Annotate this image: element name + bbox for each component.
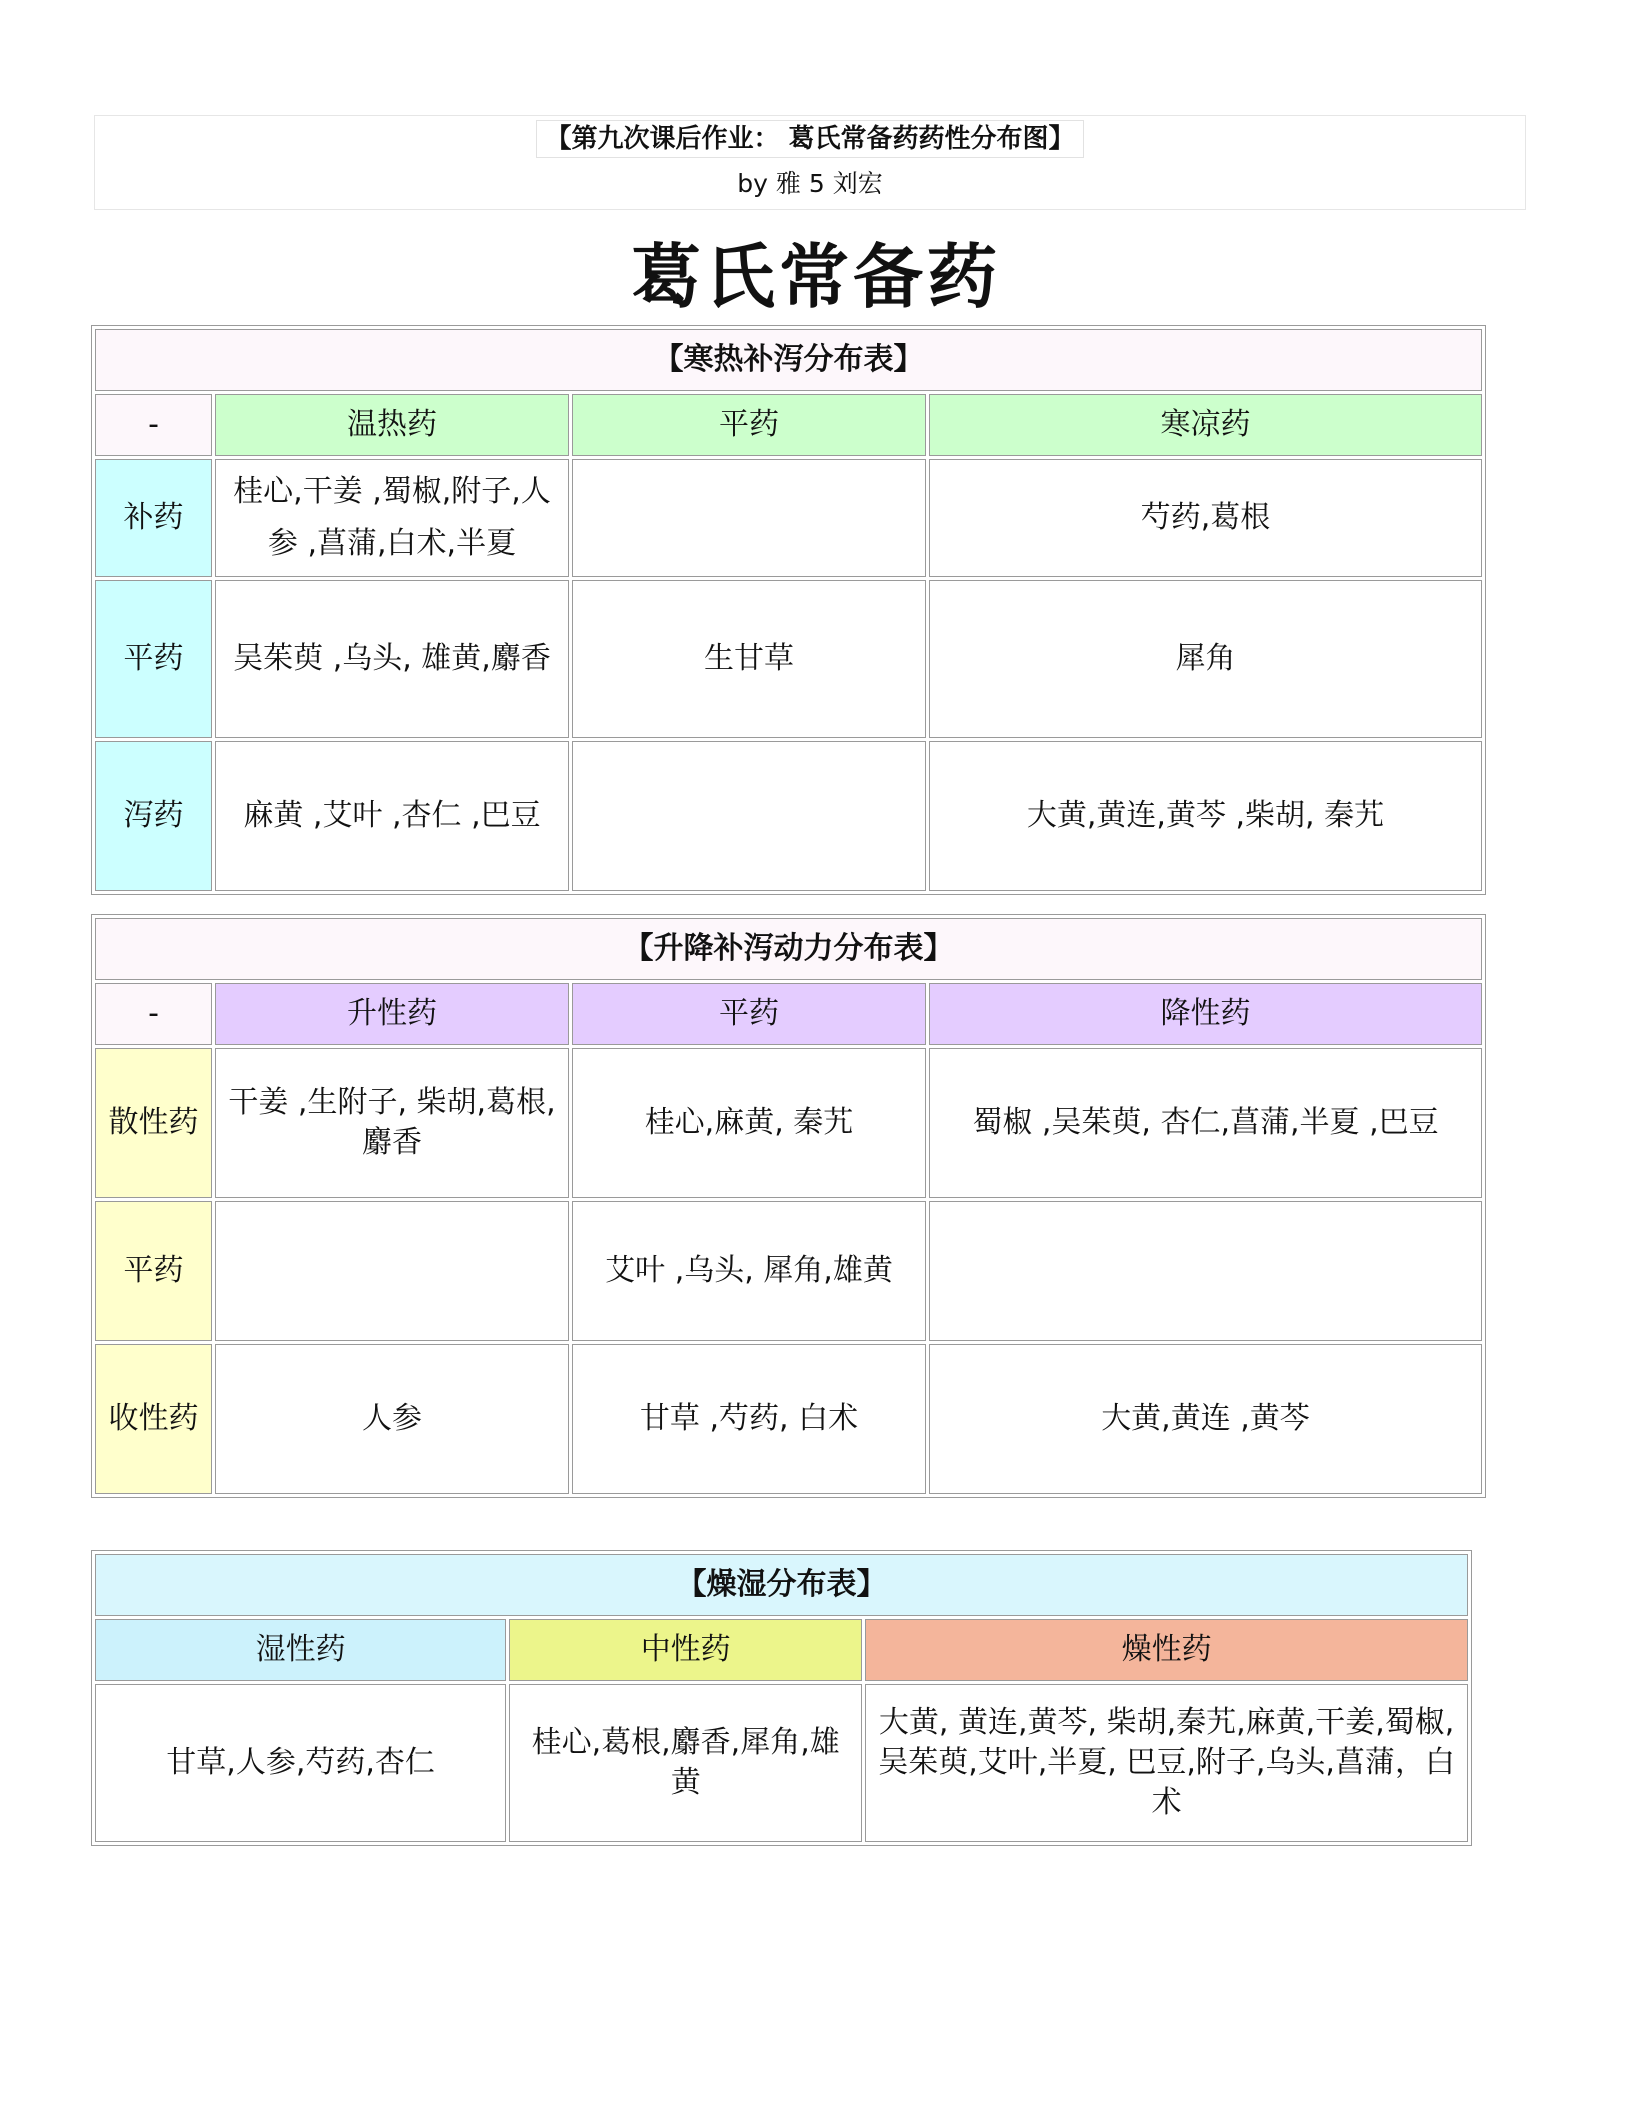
column-header-damp: 湿性药 — [95, 1619, 506, 1681]
row-label-tonify: 补药 — [95, 459, 212, 577]
assignment-title: 【第九次课后作业： 葛氏常备药药性分布图】 — [536, 120, 1083, 158]
table-cell: 蜀椒 ,吴茱萸, 杏仁,菖蒲,半夏 ,巴豆 — [929, 1048, 1482, 1198]
column-header-dry: 燥性药 — [865, 1619, 1468, 1681]
table-cell: 犀角 — [929, 580, 1482, 738]
table-caption: 【燥湿分布表】 — [95, 1554, 1468, 1616]
table-cell: 艾叶 ,乌头, 犀角,雄黄 — [572, 1201, 926, 1341]
table-cell: 甘草,人参,芍药,杏仁 — [95, 1684, 506, 1842]
column-header-neutral: 平药 — [572, 394, 926, 456]
corner-cell: - — [95, 983, 212, 1045]
column-header-descending: 降性药 — [929, 983, 1482, 1045]
column-header-ascending: 升性药 — [215, 983, 569, 1045]
row-label-astringent: 收性药 — [95, 1344, 212, 1494]
column-header-neutral: 中性药 — [509, 1619, 862, 1681]
assignment-header — [94, 115, 1526, 210]
table-caption: 【升降补泻动力分布表】 — [95, 918, 1482, 980]
table-cell: 甘草 ,芍药, 白术 — [572, 1344, 926, 1494]
table-cell: 芍药,葛根 — [929, 459, 1482, 577]
row-label-neutral: 平药 — [95, 1201, 212, 1341]
table-cell: 干姜 ,生附子, 柴胡,葛根,麝香 — [215, 1048, 569, 1198]
table-cell: 大黄,黄连,黄芩 ,柴胡, 秦艽 — [929, 741, 1482, 891]
row-label-dispersing: 散性药 — [95, 1048, 212, 1198]
dry-damp-table — [91, 1550, 1472, 1846]
row-label-purge: 泻药 — [95, 741, 212, 891]
table-cell: 桂心,干姜 ,蜀椒,附子,人参 ,菖蒲,白术,半夏 — [215, 459, 569, 577]
row-label-neutral: 平药 — [95, 580, 212, 738]
table-cell: 大黄, 黄连,黄芩, 柴胡,秦艽,麻黄,干姜,蜀椒,吴茱萸,艾叶,半夏, 巴豆,附子,乌头,菖蒲，白术 — [865, 1684, 1468, 1842]
table-caption: 【寒热补泻分布表】 — [95, 329, 1482, 391]
column-header-cold: 寒凉药 — [929, 394, 1482, 456]
column-header-warm: 温热药 — [215, 394, 569, 456]
column-header-neutral: 平药 — [572, 983, 926, 1045]
table-cell: 桂心,麻黄, 秦艽 — [572, 1048, 926, 1198]
ascend-descend-table — [91, 914, 1486, 1498]
table-cell: 大黄,黄连 ,黄芩 — [929, 1344, 1482, 1494]
table-cell: 麻黄 ,艾叶 ,杏仁 ,巴豆 — [215, 741, 569, 891]
table-cell: 人参 — [215, 1344, 569, 1494]
cold-heat-table — [91, 325, 1486, 895]
corner-cell: - — [95, 394, 212, 456]
table-cell — [572, 741, 926, 891]
page-title: 葛氏常备药 — [631, 236, 1001, 318]
table-cell — [572, 459, 926, 577]
table-cell — [215, 1201, 569, 1341]
table-cell: 吴茱萸 ,乌头, 雄黄,麝香 — [215, 580, 569, 738]
table-cell: 生甘草 — [572, 580, 926, 738]
author-line: by 雅 5 刘宏 — [737, 169, 883, 198]
table-cell — [929, 1201, 1482, 1341]
table-cell: 桂心,葛根,麝香,犀角,雄黄 — [509, 1684, 862, 1842]
